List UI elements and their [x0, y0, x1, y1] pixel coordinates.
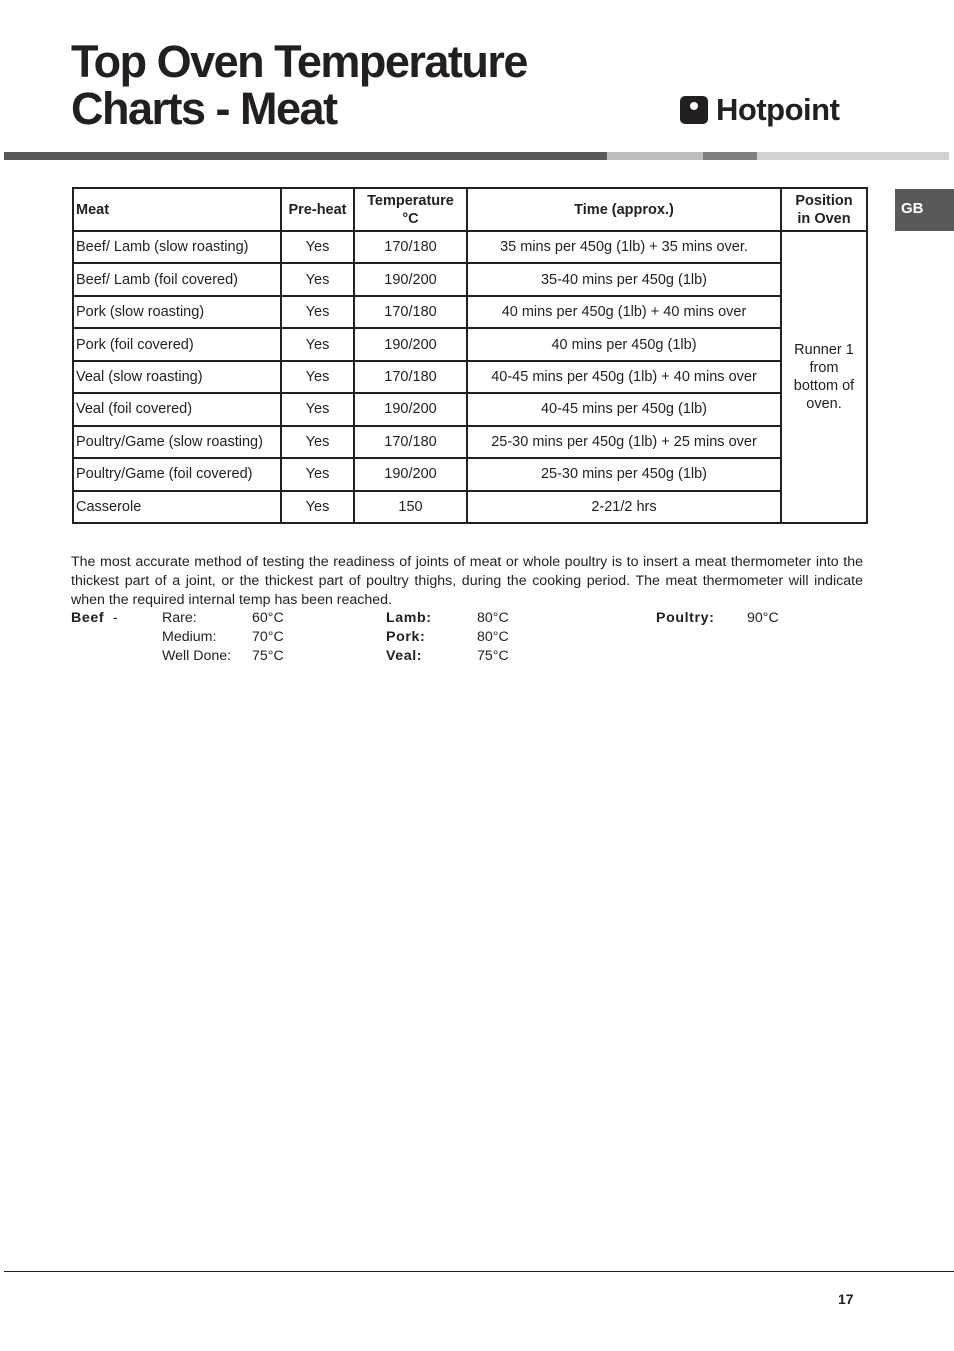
table-row — [73, 263, 867, 295]
cell-preheat: Yes — [281, 296, 354, 328]
header-band-dark — [4, 152, 607, 160]
header-preheat: Pre-heat — [281, 188, 354, 231]
pork-label: Pork: — [386, 629, 426, 645]
hotpoint-logo-icon — [680, 96, 708, 124]
table-row — [73, 458, 867, 490]
brand-name: Hotpoint — [716, 92, 840, 127]
position-line-4: oven. — [806, 396, 842, 412]
cell-preheat: Yes — [281, 458, 354, 490]
header-time: Time (approx.) — [467, 188, 781, 231]
position-line-1: Runner 1 — [794, 342, 854, 358]
table-row — [73, 296, 867, 328]
cell-meat: Casserole — [73, 491, 281, 524]
cell-meat: Pork (slow roasting) — [73, 296, 281, 328]
language-tab-gb: GB — [895, 189, 954, 231]
cell-time: 40-45 mins per 450g (1lb) — [467, 393, 781, 425]
veal-value: 75°C — [477, 648, 509, 664]
cell-preheat: Yes — [281, 361, 354, 393]
footer-rule — [4, 1271, 954, 1272]
cell-meat: Poultry/Game (foil covered) — [73, 458, 281, 490]
header-band-pale — [757, 152, 949, 160]
header-temperature-line-1: Temperature — [367, 192, 454, 209]
beef-dash: - — [113, 610, 118, 626]
pork-value: 80°C — [477, 629, 509, 645]
table-row — [73, 231, 867, 263]
table-row — [73, 393, 867, 425]
lamb-label: Lamb: — [386, 610, 432, 626]
cell-temperature: 170/180 — [354, 361, 467, 393]
meat-temperature-table — [72, 187, 868, 524]
header-position-line-1: Position — [795, 192, 853, 209]
header-position-line-2: in Oven — [797, 210, 851, 227]
cell-preheat: Yes — [281, 426, 354, 458]
cell-preheat: Yes — [281, 263, 354, 295]
poultry-value: 90°C — [747, 610, 779, 626]
cell-meat: Pork (foil covered) — [73, 328, 281, 360]
cell-temperature: 190/200 — [354, 263, 467, 295]
cell-preheat: Yes — [281, 328, 354, 360]
cell-preheat: Yes — [281, 491, 354, 524]
table-row — [73, 361, 867, 393]
brand-logo — [680, 92, 839, 128]
beef-label: Beef — [71, 610, 105, 626]
cell-meat: Beef/ Lamb (foil covered) — [73, 263, 281, 295]
position-line-2: from — [809, 360, 839, 376]
page-title-line-1: Top Oven Temperature — [71, 36, 527, 87]
cell-meat: Beef/ Lamb (slow roasting) — [73, 231, 281, 263]
beef-medium-label: Medium: — [162, 629, 217, 645]
cell-meat: Veal (foil covered) — [73, 393, 281, 425]
poultry-label: Poultry: — [656, 610, 715, 626]
beef-rare-value: 60°C — [252, 610, 284, 626]
beef-well-done-label: Well Done: — [162, 648, 232, 664]
header-temperature-unit: °C — [402, 210, 419, 227]
cell-temperature: 170/180 — [354, 426, 467, 458]
cell-temperature: 170/180 — [354, 231, 467, 263]
position-line-3: bottom of — [793, 378, 855, 394]
cell-preheat: Yes — [281, 393, 354, 425]
cell-temperature: 190/200 — [354, 328, 467, 360]
cell-preheat: Yes — [281, 231, 354, 263]
table-row — [73, 491, 867, 524]
header-position — [781, 188, 867, 231]
beef-rare-label: Rare: — [162, 610, 197, 626]
table-header-row — [73, 188, 867, 231]
cell-time: 2-21/2 hrs — [467, 491, 781, 524]
cell-time: 25-30 mins per 450g (1lb) + 25 mins over — [467, 426, 781, 458]
cell-position — [781, 231, 867, 523]
page-number: 17 — [838, 1291, 854, 1307]
cell-temperature: 190/200 — [354, 393, 467, 425]
table-row — [73, 426, 867, 458]
cell-time: 35 mins per 450g (1lb) + 35 mins over. — [467, 231, 781, 263]
beef-medium-value: 70°C — [252, 629, 284, 645]
cell-time: 25-30 mins per 450g (1lb) — [467, 458, 781, 490]
beef-well-done-value: 75°C — [252, 648, 284, 664]
cell-meat: Poultry/Game (slow roasting) — [73, 426, 281, 458]
cell-meat: Veal (slow roasting) — [73, 361, 281, 393]
cell-time: 35-40 mins per 450g (1lb) — [467, 263, 781, 295]
cell-time: 40 mins per 450g (1lb) + 40 mins over — [467, 296, 781, 328]
table-row — [73, 328, 867, 360]
cell-temperature: 190/200 — [354, 458, 467, 490]
cell-time: 40 mins per 450g (1lb) — [467, 328, 781, 360]
cell-temperature: 150 — [354, 491, 467, 524]
header-band-light — [607, 152, 703, 160]
veal-label: Veal: — [386, 648, 423, 664]
cell-time: 40-45 mins per 450g (1lb) + 40 mins over — [467, 361, 781, 393]
cell-temperature: 170/180 — [354, 296, 467, 328]
thermometer-note: The most accurate method of testing the readiness of joints of meat or whole poultry is to insert a meat thermometer into the thickest part of a joint, or the thickest part of poultry thighs, during the cooking period. The meat thermometer will indicate when the required internal temp has been reached. — [71, 554, 863, 608]
page-title — [71, 38, 527, 132]
header-band-mid — [703, 152, 757, 160]
page-title-line-2: Charts - Meat — [71, 83, 337, 134]
header-temperature — [354, 188, 467, 231]
lamb-value: 80°C — [477, 610, 509, 626]
header-meat: Meat — [73, 188, 281, 231]
